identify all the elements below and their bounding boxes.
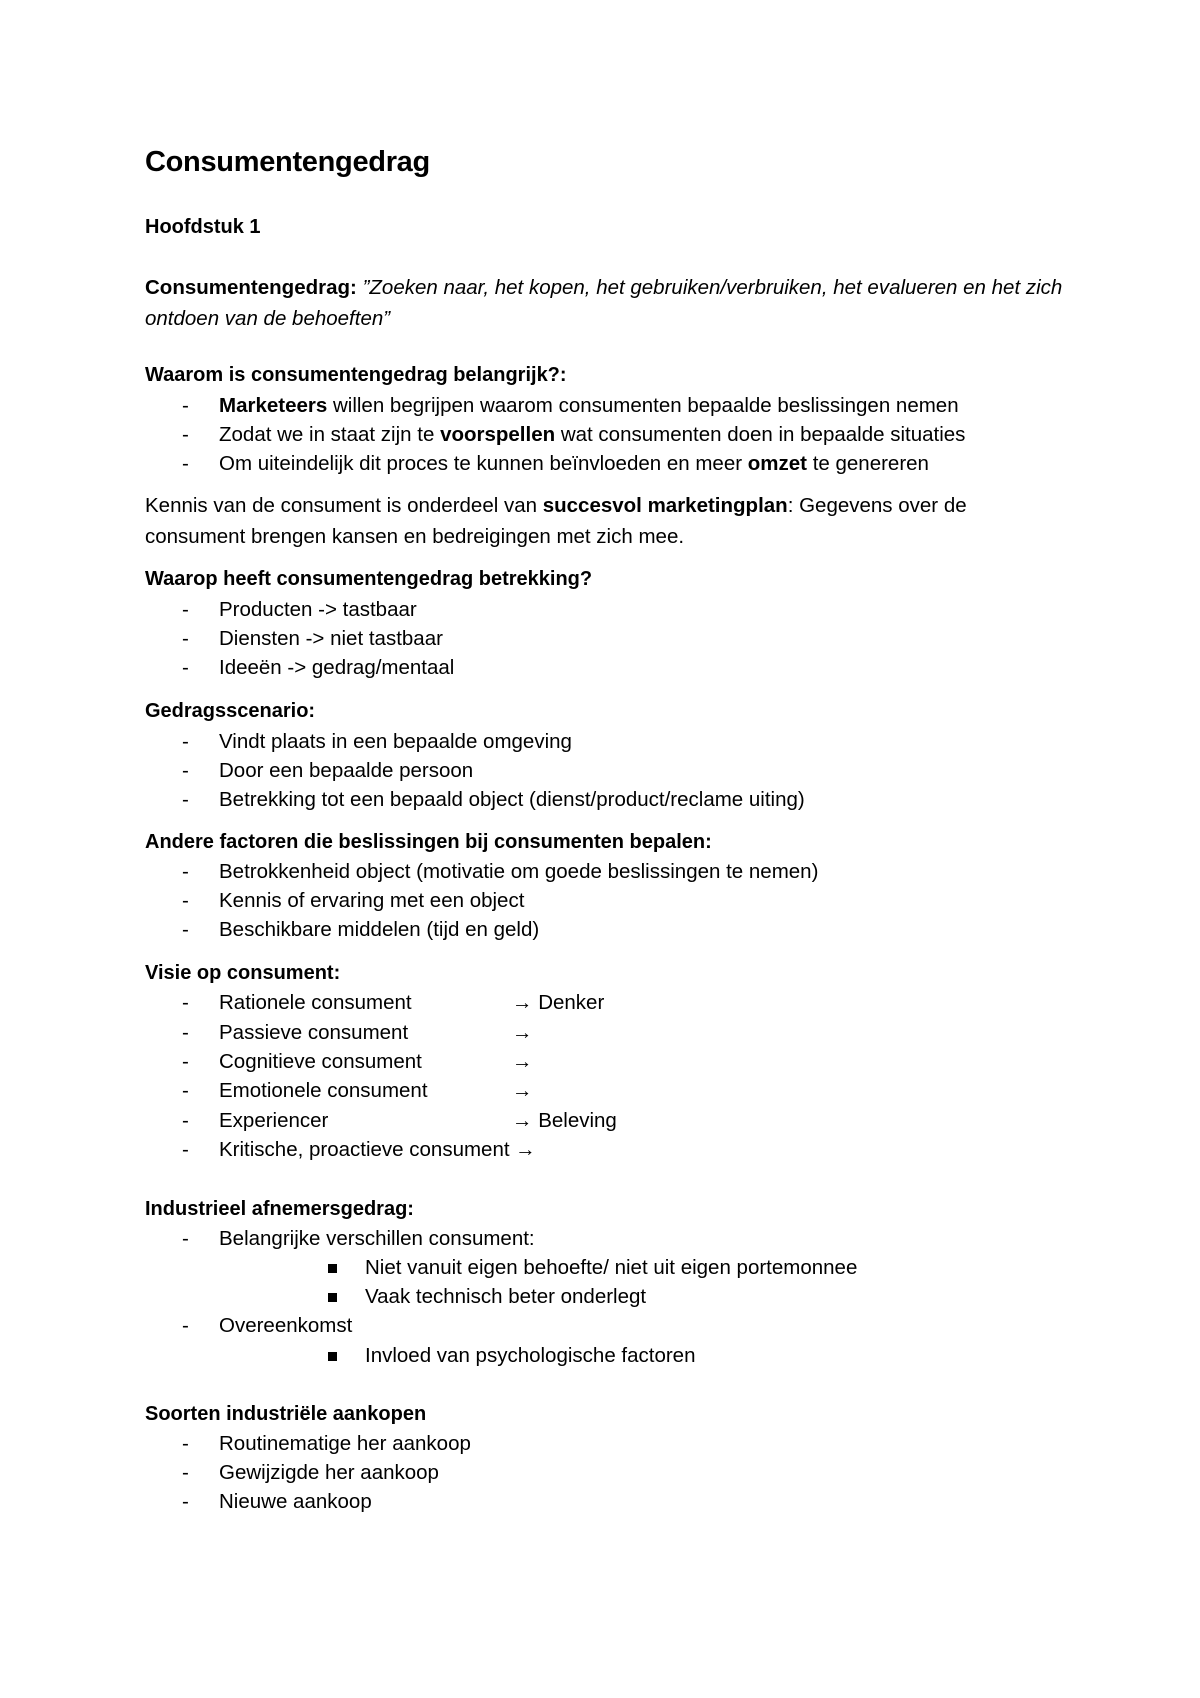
- list-dash: -: [182, 627, 189, 650]
- item-text: Vindt plaats in een bepaalde omgeving: [219, 730, 572, 753]
- list-dash: -: [182, 394, 189, 417]
- list-dash: -: [182, 1021, 189, 1044]
- item-text: Producten -> tastbaar: [219, 598, 417, 621]
- paragraph-text: Kennis van de consument is onderdeel van: [145, 494, 543, 517]
- item-text: Diensten -> niet tastbaar: [219, 627, 443, 650]
- bold-term: succesvol marketingplan: [542, 494, 788, 517]
- item-text: Experiencer: [219, 1109, 329, 1132]
- list-dash: -: [182, 1314, 189, 1337]
- industrieel-heading: Industrieel afnemersgedrag:: [145, 1198, 414, 1220]
- item-text: Routinematige her aankoop: [219, 1432, 471, 1455]
- list-dash: -: [182, 889, 189, 912]
- list-dash: -: [182, 1109, 189, 1132]
- item-text: Zodat we in staat zijn te: [219, 423, 441, 446]
- list-dash: -: [182, 1050, 189, 1073]
- page-title: Consumentengedrag: [145, 146, 430, 178]
- item-text: Invloed van psychologische factoren: [365, 1344, 696, 1367]
- item-text: Door een bepaalde persoon: [219, 759, 474, 782]
- item-text: Vaak technisch beter onderlegt: [365, 1285, 647, 1308]
- list-dash: -: [182, 656, 189, 679]
- list-dash: -: [182, 991, 189, 1014]
- item-text: Kritische, proactieve consument →: [219, 1138, 536, 1161]
- list-dash: -: [182, 860, 189, 883]
- item-text: wat consumenten doen in bepaalde situaties: [555, 423, 966, 446]
- gedrag-heading: Gedragsscenario:: [145, 700, 316, 722]
- item-text: Betrekking tot een bepaald object (dienst/product/reclame uiting): [219, 788, 805, 811]
- list-dash: -: [182, 730, 189, 753]
- item-text: Belangrijke verschillen consument:: [219, 1227, 535, 1250]
- item-text: Passieve consument: [219, 1021, 409, 1044]
- why-heading: Waarom is consumentengedrag belangrijk?:: [145, 364, 567, 386]
- item-text: Niet vanuit eigen behoefte/ niet uit eigen portemonnee: [365, 1256, 858, 1279]
- list-dash: -: [182, 918, 189, 941]
- list-dash: -: [182, 1432, 189, 1455]
- item-text: Kennis of ervaring met een object: [219, 889, 525, 912]
- waarop-heading: Waarop heeft consumentengedrag betrekking?: [145, 568, 593, 590]
- square-bullet-icon: [328, 1352, 337, 1361]
- item-text: Nieuwe aankoop: [219, 1490, 372, 1513]
- item-text: Gewijzigde her aankoop: [219, 1461, 439, 1484]
- item-text: Rationele consument: [219, 991, 412, 1014]
- bold-term: Marketeers: [219, 394, 328, 417]
- soorten-heading: Soorten industriële aankopen: [145, 1403, 427, 1425]
- visie-heading: Visie op consument:: [145, 962, 341, 984]
- item-text: willen begrijpen waarom consumenten bepaalde beslissingen nemen: [327, 394, 959, 417]
- item-text: Betrokkenheid object (motivatie om goede beslissingen te nemen): [219, 860, 819, 883]
- item-text: Ideeën -> gedrag/mentaal: [219, 656, 455, 679]
- item-text: Emotionele consument: [219, 1079, 428, 1102]
- arrow-right-icon: →: [512, 1021, 533, 1044]
- chapter-heading: Hoofdstuk 1: [145, 216, 261, 238]
- definition-text: ”Zoeken naar, het kopen, het gebruiken/verbruiken, het evalueren en het zich ontdoen van de behoeften”: [145, 276, 1063, 330]
- bold-term: omzet: [747, 452, 807, 475]
- list-dash: -: [182, 788, 189, 811]
- list-dash: -: [182, 1138, 189, 1161]
- kennis-paragraph: [145, 490, 1065, 552]
- item-text: Beschikbare middelen (tijd en geld): [219, 918, 540, 941]
- square-bullet-icon: [328, 1264, 337, 1273]
- list-dash: -: [182, 1079, 189, 1102]
- list-dash: -: [182, 759, 189, 782]
- definition-term: Consumentengedrag:: [145, 276, 357, 299]
- arrow-right-icon: → Beleving: [512, 1109, 617, 1132]
- paragraph-text: : Gegevens over de consument brengen kansen en bedreigingen met zich mee.: [145, 494, 967, 548]
- arrow-right-icon: →: [512, 1079, 533, 1102]
- item-text: Om uiteindelijk dit proces te kunnen beïnvloeden en meer: [219, 452, 748, 475]
- list-dash: -: [182, 1461, 189, 1484]
- list-dash: -: [182, 452, 189, 475]
- bold-term: voorspellen: [440, 423, 556, 446]
- arrow-right-icon: →: [512, 1050, 533, 1073]
- list-dash: -: [182, 1227, 189, 1250]
- andere-heading: Andere factoren die beslissingen bij consumenten bepalen:: [145, 831, 712, 853]
- item-text: Cognitieve consument: [219, 1050, 422, 1073]
- list-dash: -: [182, 1490, 189, 1513]
- arrow-right-icon: → Denker: [512, 991, 605, 1014]
- list-dash: -: [182, 598, 189, 621]
- list-dash: -: [182, 423, 189, 446]
- item-text: Overeenkomst: [219, 1314, 353, 1337]
- definition-paragraph: [145, 272, 1065, 334]
- item-text: te genereren: [807, 452, 929, 475]
- square-bullet-icon: [328, 1293, 337, 1302]
